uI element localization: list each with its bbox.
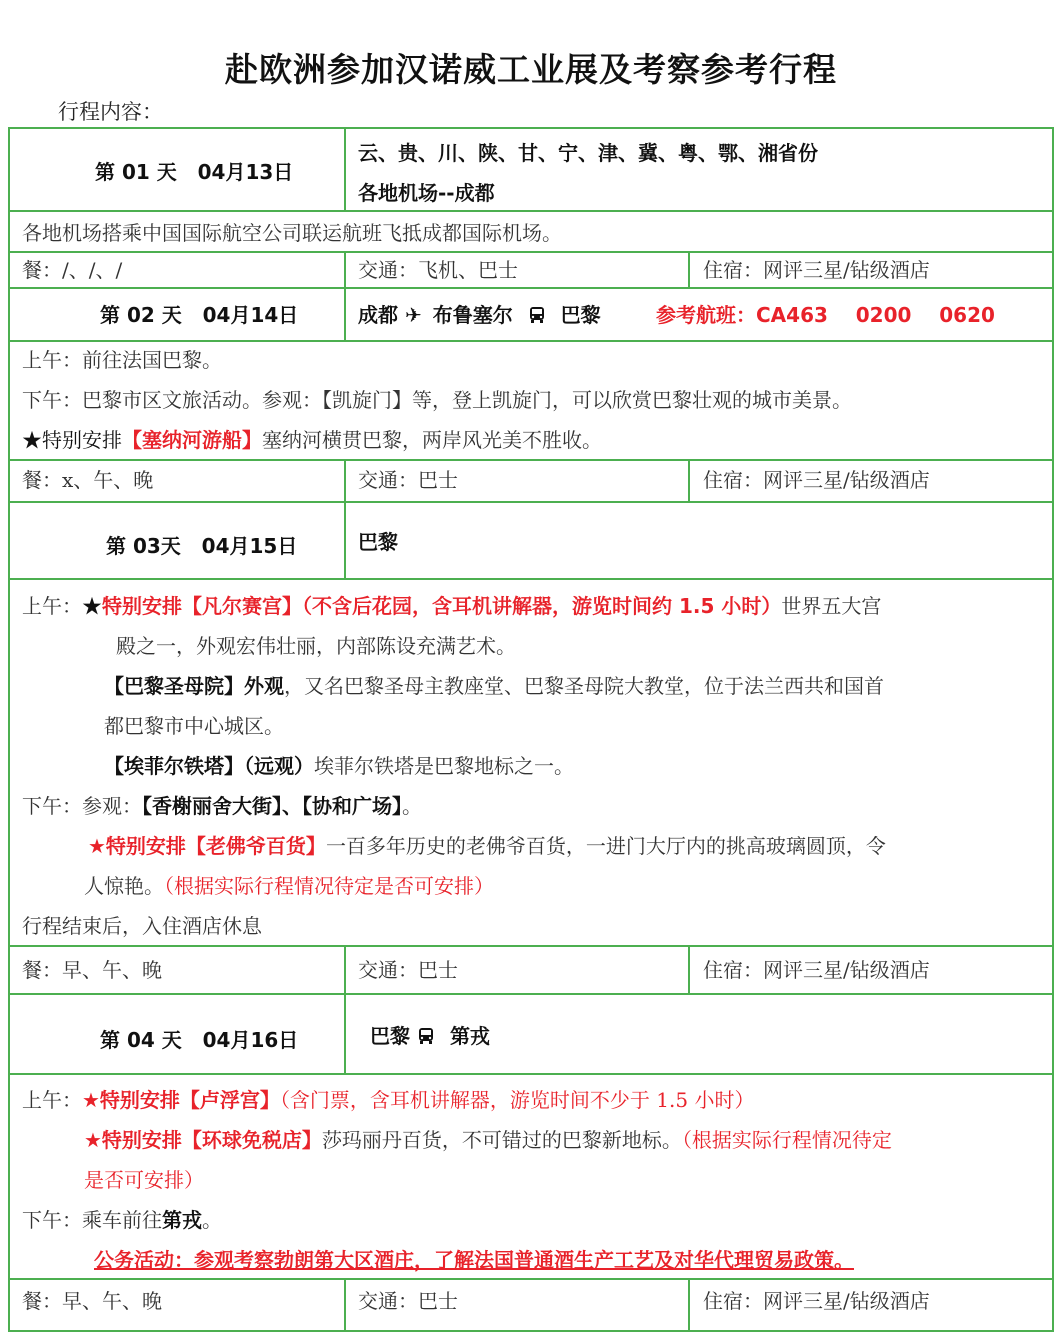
- day3-lafayette-line2: [84, 873, 494, 899]
- day1-transport: 交通：飞机、巴士: [358, 258, 518, 282]
- day3-versailles-desc2: 殿之一，外观宏伟壮丽，内部陈设充满艺术。: [116, 634, 516, 658]
- day4-business-activity: 公务活动：参观考察勃朗第大区酒庄，了解法国普通酒生产工艺及对华代理贸易政策。: [94, 1248, 854, 1272]
- day4-morning-label: 上午：: [22, 1088, 82, 1112]
- day4-afternoon: [22, 1207, 222, 1233]
- day3-eiffel-desc: 埃菲尔铁塔是巴黎地标之一。: [314, 754, 574, 778]
- day4-route: [370, 1023, 490, 1049]
- day3-afternoon-sites: 【香榭丽舍大街】、【协和广场】: [142, 794, 402, 818]
- day3-versailles-desc1: 世界五大宫: [781, 594, 882, 618]
- column-divider: [344, 459, 346, 579]
- day4-afternoon-place: 第戎: [162, 1208, 202, 1232]
- day3-notre-dame-desc1: ，又名巴黎圣母主教座堂、巴黎圣母院大教堂，位于法兰西共和国首: [284, 674, 884, 698]
- day3-route: 巴黎: [358, 530, 398, 554]
- day3-afternoon-end: 。: [402, 794, 422, 818]
- column-divider: [688, 459, 690, 502]
- day4-route-destination: 第戎: [449, 1024, 490, 1048]
- column-divider: [688, 945, 690, 994]
- row-divider: [8, 210, 1054, 212]
- day1-header: 第 01 天 04月13日: [95, 160, 294, 184]
- day2-route-destination: 巴黎: [560, 303, 601, 327]
- day4-afternoon-end: 。: [202, 1208, 222, 1232]
- day1-description: 各地机场搭乘中国国际航空公司联运航班飞抵成都国际机场。: [22, 221, 562, 245]
- row-divider: [8, 340, 1054, 342]
- day2-route-origin: 成都: [358, 303, 398, 327]
- day3-transport: 交通：巴士: [358, 958, 458, 982]
- row-divider: [8, 945, 1054, 947]
- column-divider: [688, 251, 690, 288]
- day4-dutyfree-note1: （根据实际行程情况待定: [681, 1128, 892, 1152]
- day1-route-line2: 各地机场--成都: [358, 181, 495, 205]
- day2-special: [22, 427, 602, 453]
- day3-lafayette-name: ★特别安排【老佛爷百货】: [88, 834, 326, 858]
- day3-lafayette-note: （根据实际行程情况待定是否可安排）: [164, 874, 494, 898]
- row-divider: [8, 287, 1054, 289]
- row-divider: [8, 578, 1054, 580]
- column-divider: [344, 1278, 346, 1332]
- star-icon: ★: [82, 594, 102, 618]
- day2-route-via: 布鲁塞尔: [432, 303, 513, 327]
- day4-hotel: 住宿：网评三星/钻级酒店: [703, 1289, 930, 1313]
- day3-morning-line1: [22, 593, 881, 619]
- column-divider: [344, 251, 346, 341]
- day3-hotel: 住宿：网评三星/钻级酒店: [703, 958, 930, 982]
- day2-header: 第 02 天 04月14日: [100, 303, 299, 327]
- day3-lafayette-line1: [88, 833, 886, 859]
- day2-hotel: 住宿：网评三星/钻级酒店: [703, 468, 930, 492]
- day4-route-origin: 巴黎: [370, 1024, 410, 1048]
- day1-meal: 餐：/、/、/: [22, 258, 123, 282]
- bus-icon: [528, 306, 546, 324]
- day2-transport: 交通：巴士: [358, 468, 458, 492]
- day2-morning: 上午：前往法国巴黎。: [22, 348, 222, 372]
- day1-route-line1: 云、贵、川、陕、甘、宁、津、冀、粤、鄂、湘省份: [358, 141, 818, 165]
- day3-eiffel-name: 【埃菲尔铁塔】（远观）: [104, 754, 314, 778]
- row-divider: [8, 993, 1054, 995]
- day3-morning-label: 上午：: [22, 594, 82, 618]
- day3-lafayette-desc1: 一百多年历史的老佛爷百货，一进门大厅内的挑高玻璃圆顶，令: [325, 834, 886, 858]
- day1-hotel: 住宿：网评三星/钻级酒店: [703, 258, 930, 282]
- airplane-icon: ✈: [404, 303, 422, 327]
- day3-notre-dame-name: 【巴黎圣母院】外观: [104, 674, 284, 698]
- day3-versailles: 特别安排【凡尔赛宫】（不含后花园，含耳机讲解器，游览时间约 1.5 小时）: [102, 594, 782, 618]
- day3-notre-dame-line1: [104, 673, 884, 699]
- day4-dutyfree-line1: [84, 1127, 892, 1153]
- page-title: 赴欧洲参加汉诺威工业展及考察参考行程: [225, 50, 837, 89]
- bus-icon: [417, 1027, 435, 1045]
- day4-meal: 餐：早、午、晚: [22, 1289, 162, 1313]
- day3-eiffel: [104, 753, 574, 779]
- day4-afternoon-label: 下午：乘车前往: [22, 1208, 162, 1232]
- day2-flight: 参考航班：CA463 0200 0620: [656, 303, 995, 327]
- day3-afternoon: [22, 793, 422, 819]
- row-divider: [8, 501, 1054, 503]
- day2-afternoon: 下午：巴黎市区文旅活动。参观：【凯旋门】等，登上凯旋门，可以欣赏巴黎壮观的城市美景。: [22, 388, 852, 412]
- column-divider: [344, 945, 346, 1074]
- day2-meal: 餐：x、午、晚: [22, 468, 154, 492]
- day4-header: 第 04 天 04月16日: [100, 1028, 299, 1052]
- day3-lafayette-desc2: 人惊艳。: [84, 874, 164, 898]
- day3-meal: 餐：早、午、晚: [22, 958, 162, 982]
- day4-louvre-note: （含门票，含耳机讲解器，游览时间不少于 1.5 小时）: [279, 1088, 755, 1112]
- day4-louvre: ★特别安排【卢浮宫】: [82, 1088, 280, 1112]
- day3-end: 行程结束后，入住酒店休息: [22, 914, 262, 938]
- itinerary-subtitle: 行程内容：: [58, 100, 163, 124]
- day2-special-prefix: ★特别安排: [22, 428, 122, 452]
- day4-dutyfree-note2: 是否可安排）: [84, 1168, 204, 1192]
- day3-notre-dame-desc2: 都巴黎市中心城区。: [104, 714, 284, 738]
- row-divider: [8, 1278, 1054, 1280]
- day4-transport: 交通：巴士: [358, 1289, 458, 1313]
- column-divider: [344, 127, 346, 211]
- row-divider: [8, 251, 1054, 253]
- column-divider: [688, 1278, 690, 1332]
- row-divider: [8, 1073, 1054, 1075]
- day3-header: 第 03天 04月15日: [106, 534, 298, 558]
- day2-special-desc: 塞纳河横贯巴黎，两岸风光美不胜收。: [262, 428, 602, 452]
- day4-dutyfree-desc: 莎玛丽丹百货，不可错过的巴黎新地标。: [321, 1128, 682, 1152]
- day4-morning-line1: [22, 1087, 754, 1113]
- row-divider: [8, 459, 1054, 461]
- day2-route: [358, 302, 601, 328]
- day4-dutyfree-name: ★特别安排【环球免税店】: [84, 1128, 322, 1152]
- day3-afternoon-label: 下午：参观：: [22, 794, 142, 818]
- day2-special-name: 【塞纳河游船】: [122, 428, 262, 452]
